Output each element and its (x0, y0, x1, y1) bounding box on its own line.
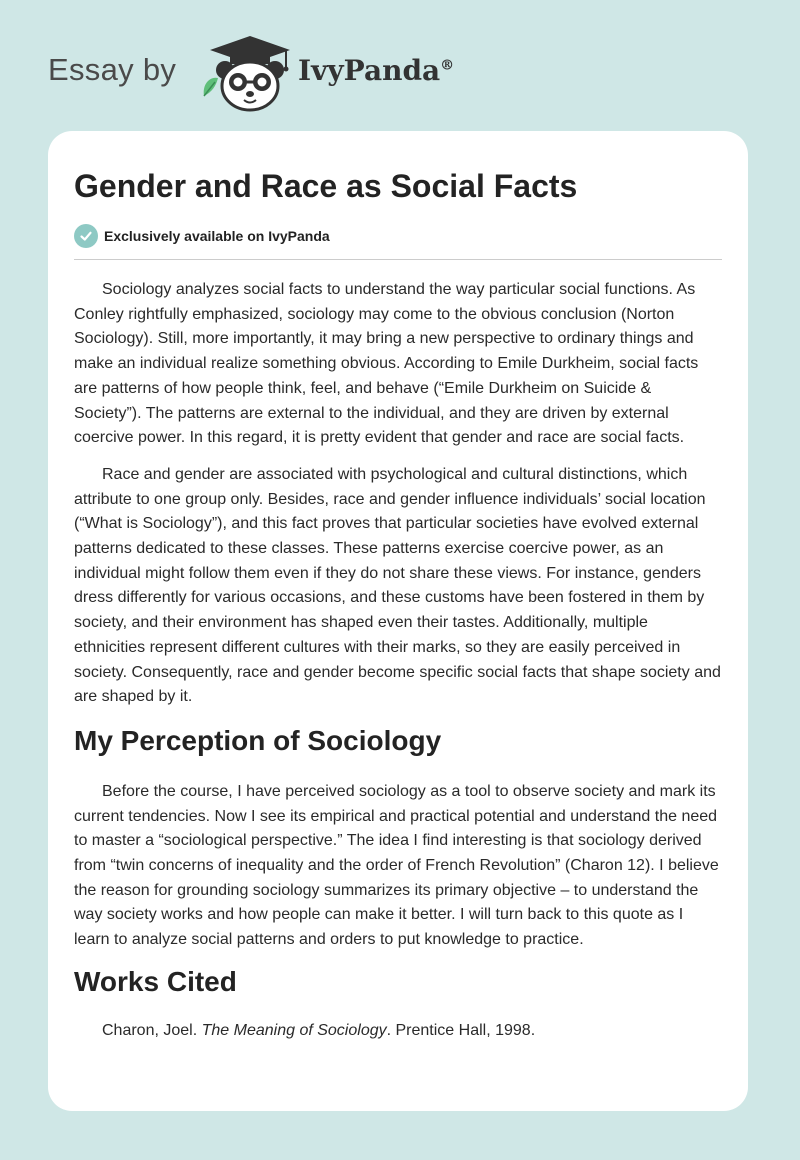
essay-card (48, 131, 748, 1111)
brand-name-text: IvyPanda (298, 54, 441, 87)
paragraph: Before the course, I have perceived sociology as a tool to observe society and mark its current tendencies. Now I see its empirical and practical potential and understand the need to master a “sociological perspective.” The idea I find interesting is that sociology derived from “twin concerns of inequality and the order of French Revolution” (Charon 12). I believe the reason for grounding sociology summarizes its primary objective – to understand the way society works and how people can make it better. I will turn back to this quote as I learn to analyze social patterns and orders to put knowledge to practice. (74, 782, 719, 949)
brand-name (298, 54, 454, 87)
citation-author: Charon, Joel. (102, 1021, 202, 1039)
citation-publisher: . Prentice Hall, 1998. (386, 1021, 536, 1039)
brand-prefix: Essay by (48, 52, 177, 87)
exclusive-badge (74, 223, 722, 249)
paragraph: Race and gender are associated with psychological and cultural distinctions, which attribute to one group only. Besides, race and gender influence individuals’ social location (“What is Sociology”), and this fact proves that particular societies have evolved external patterns dedicated to these classes. These patterns exercise coercive power, as an individual might follow them even if they do not share these views. For instance, genders dress differently for various occasions, and these customs have been fostered in them by society, and their environment has shaped even their tastes. Additionally, multiple ethnicities represent different cultures with their marks, so they are easily perceived in society. Consequently, race and gender become specific social facts that shape society and are shaped by it. (74, 465, 721, 706)
title-divider (74, 259, 722, 260)
panda-graduate-icon (200, 34, 300, 112)
section-heading: My Perception of Sociology (74, 724, 442, 756)
works-cited-heading: Works Cited (74, 965, 237, 997)
citation-title: The Meaning of Sociology (201, 1021, 387, 1039)
paragraph: Sociology analyzes social facts to understand the way particular social functions. As Conley rightfully emphasized, sociology may come to the obvious conclusion (Norton Sociology). Still, more importantly, it may bring a new perspective to ordinary things and make an individual realize something obvious. According to Emile Durkheim, social facts are patterns of how people think, feel, and behave (“Emile Durkheim on Suicide & Society”). The patterns are external to the individual, and they are driven by external coercive power. In this regard, it is pretty evident that gender and race are social facts. (74, 281, 699, 447)
brand-header (48, 32, 468, 112)
check-icon (74, 224, 98, 248)
exclusive-label: Exclusively available on IvyPanda (104, 228, 330, 244)
page-title: Gender and Race as Social Facts (74, 168, 578, 204)
citation-entry (74, 1019, 722, 1043)
registered-mark: ® (440, 57, 455, 74)
